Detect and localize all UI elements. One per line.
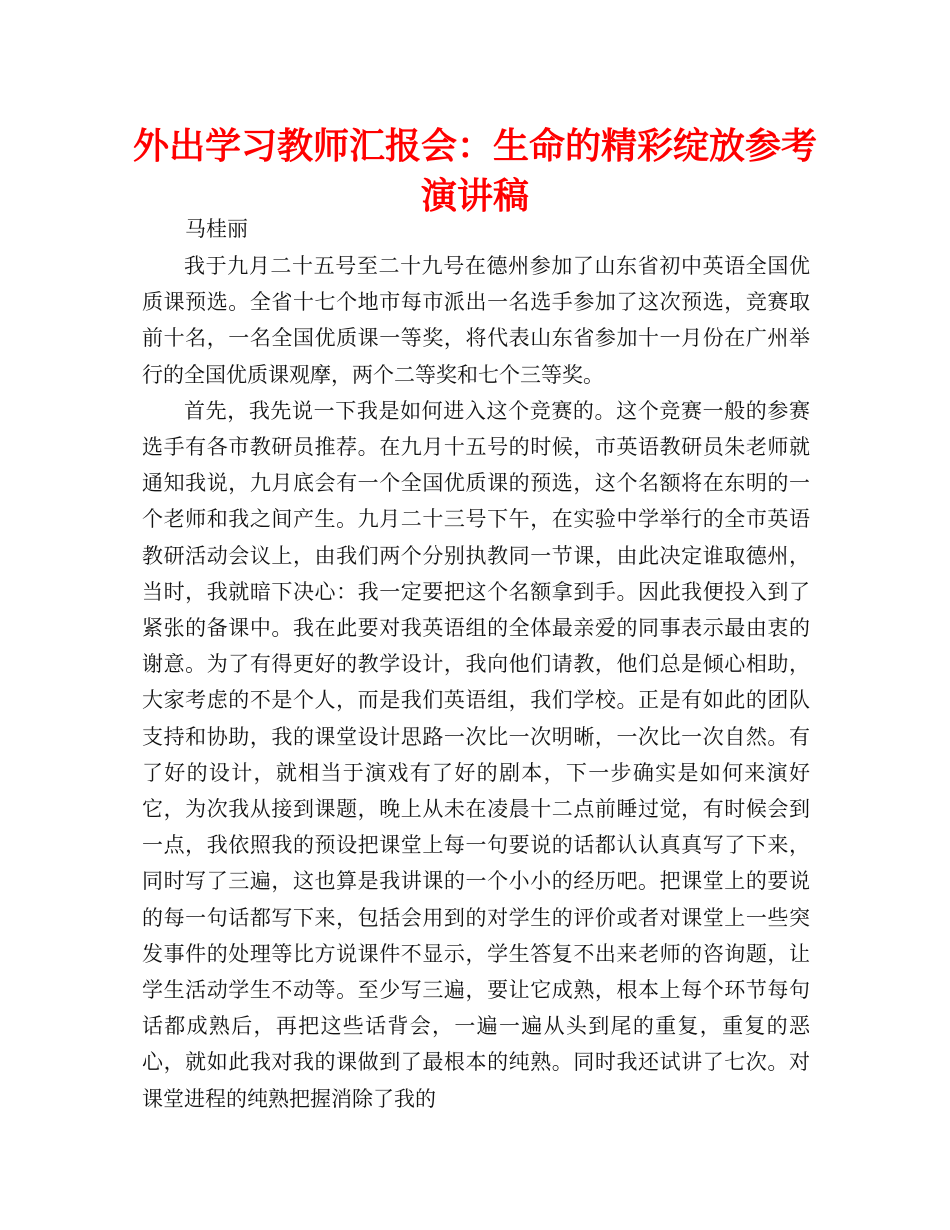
document-body (142, 248, 810, 1117)
document-title: 外出学习教师汇报会：生命的精彩绽放参考演讲稿 (132, 126, 817, 217)
author-name: 马桂丽 (185, 217, 248, 241)
paragraph: 我于九月二十五号至二十九号在德州参加了山东省初中英语全国优质课预选。全省十七个地市每市派出一名选手参加了这次预选，竞赛取前十名，一名全国优质课一等奖，将代表山东省参加十一月份在广州举行的全国优质课观摩，两个二等奖和七个三等奖。 (142, 254, 810, 387)
paragraph: 首先，我先说一下我是如何进入这个竞赛的。这个竞赛一般的参赛选手有各市教研员推荐。在九月十五号的时候，市英语教研员朱老师就通知我说，九月底会有一个全国优质课的预选，这个名额将在东明的一个老师和我之间产生。九月二十三号下午，在实验中学举行的全市英语教研活动会议上，由我们两个分别执教同一节课，由此决定谁取德州，当时，我就暗下决心：我一定要把这个名额拿到手。因此我便投入到了紧张的备课中。我在此要对我英语组的全体最亲爱的同事表示最由衷的谢意。为了有得更好的教学设计，我向他们请教，他们总是倾心相助，大家考虑的不是个人，而是我们英语组，我们学校。正是有如此的团队支持和协助，我的课堂设计思路一次比一次明晰，一次比一次自然。有了好的设计，就相当于演戏有了好的剧本，下一步确实是如何来演好它，为次我从接到课题，晚上从未在凌晨十二点前睡过觉，有时候会到一点，我依照我的预设把课堂上每一句要说的话都认认真真写了下来，同时写了三遍，这也算是我讲课的一个小小的经历吧。把课堂上的要说的每一句话都写下来，包括会用到的对学生的评价或者对课堂上一些突发事件的处理等比方说课件不显示，学生答复不出来老师的咨询题，让学生活动学生不动等。至少写三遍，要让它成熟，根本上每个环节每句话都成熟后，再把这些话背会，一遍一遍从头到尾的重复，重复的恶心，就如此我对我的课做到了最根本的纯熟。同时我还试讲了七次。对课堂进程的纯熟把握消除了我的 (142, 398, 810, 1111)
